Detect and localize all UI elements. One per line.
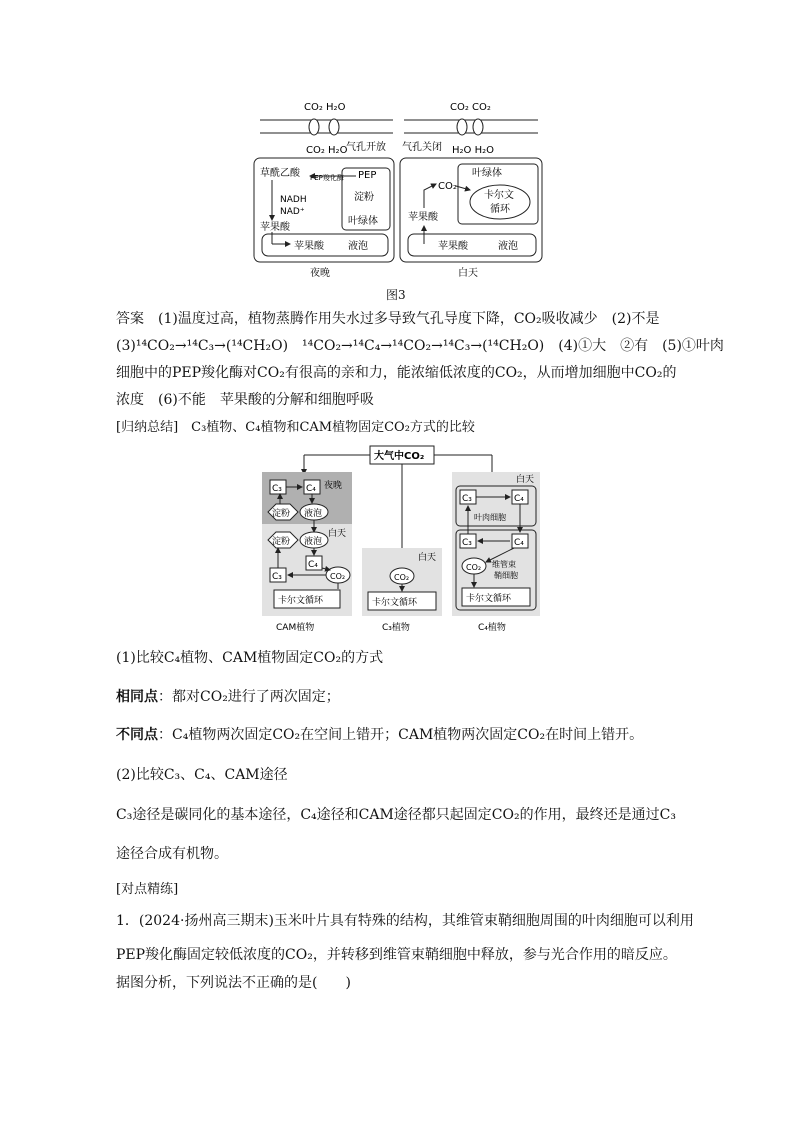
diff-point-text: ：C₄植物两次固定CO₂在空间上错开；CAM植物两次固定CO₂在时间上错开。 [158,727,644,743]
c3-plant-diagram [362,548,442,633]
calvin-label: 卡尔文 [484,190,514,201]
c4-caption: C₄植物 [478,623,506,633]
c4-c3-bundle-box: C₃ [462,538,472,548]
same-point [116,686,340,706]
day-panel [400,102,542,279]
c4-day: 白天 [516,475,535,485]
stomata-open-label: 气孔开放 [346,142,386,153]
c4-plant-diagram [452,472,540,633]
cam-starch-night: 淀粉 [272,509,291,519]
oxaloacetate-label: 草酰乙酸 [260,168,300,179]
compare-1-title: (1)比较C₄植物、CAM植物固定CO₂的方式 [116,650,384,666]
bundle-sheath-2: 鞘细胞 [494,571,518,580]
answer-line-3: 细胞中的PEP羧化酶对CO₂有很高的亲和力，能浓缩低浓度的CO₂，从而增加细胞中CO₂的 [116,365,677,381]
nad-label: NAD⁺ [280,207,305,217]
guard-cell-icon [309,119,319,135]
compare-2-line-1: C₃途径是碳同化的基本途径，C₄途径和CAM途径都只起固定CO₂的作用，最终还是通过C₃ [116,807,676,823]
night-top-label: CO₂ H₂O [304,102,346,113]
cam-caption: CAM植物 [276,623,315,633]
answer-line-1: 答案 (1)温度过高，植物蒸腾作用失水过多导致气孔导度下降，CO₂吸收减少 (2)不是 [116,311,660,327]
day-caption: 白天 [458,268,478,279]
diff-point-label: 不同点 [116,727,158,743]
diff-point [116,724,643,744]
malate-vacuole-label: 苹果酸 [294,241,324,252]
day-vacuole-label: 液泡 [498,241,518,252]
day-chloroplast-label: 叶绿体 [472,168,502,179]
compare-2-title: (2)比较C₃、C₄、CAM途径 [116,767,288,783]
day-bottom-label: H₂O H₂O [452,145,494,156]
vacuole-label: 液泡 [348,241,368,252]
practice-heading: [对点精练] [116,882,179,897]
pep-enzyme-label: PEP羧化酶 [310,174,344,182]
day-co2-label: CO₂ [438,181,457,192]
nadh-label: NADH [280,195,307,205]
figure-3-title: 图3 [386,288,406,302]
night-bottom-label: CO₂ H₂O [306,145,348,156]
c4-co2: CO₂ [466,563,482,572]
mesophyll-cell: 叶肉细胞 [474,513,506,522]
bundle-sheath-1: 维管束 [492,560,516,569]
answer-line-2: (3)¹⁴CO₂→¹⁴C₃→(¹⁴CH₂O) ¹⁴CO₂→¹⁴C₄→¹⁴CO₂→¹⁴C₃→(¹⁴CH₂O) (4)①大 ②有 (5)①叶肉 [116,338,724,354]
malate-label: 苹果酸 [260,222,290,233]
figure-3-diagram [248,92,548,282]
cam-night: 夜晚 [324,481,343,491]
cam-c4-day-box: C₄ [308,560,318,570]
c4-calvin: 卡尔文循环 [466,594,512,604]
guard-cell-icon [473,119,483,135]
c3-calvin: 卡尔文循环 [372,598,418,608]
question-1-line-1: 1．(2024·扬州高三期末)玉米叶片具有特殊的结构，其维管束鞘细胞周围的叶肉细胞可以利用 [116,913,694,929]
guard-cell-icon [329,119,339,135]
cam-day: 白天 [328,529,347,539]
c3-co2: CO₂ [394,573,410,582]
day-malate-vacuole-label: 苹果酸 [438,241,468,252]
atmosphere-co2: 大气中CO₂ [374,451,425,462]
c4-c4-bundle-box: C₄ [514,538,524,548]
guard-cell-icon [457,119,467,135]
night-panel [254,102,394,279]
pep-label: PEP [358,170,377,181]
compare-2-line-2: 途径合成有机物。 [116,846,228,862]
cam-calvin: 卡尔文循环 [278,596,324,606]
cam-c4-box: C₄ [306,484,316,494]
stomata-closed-label: 气孔关闭 [402,142,442,153]
c4-c3-box: C₃ [462,494,472,504]
c3-day: 白天 [418,553,437,563]
chloroplast-label: 叶绿体 [348,216,378,227]
same-point-label: 相同点 [116,689,158,705]
cam-c3-box: C₃ [272,484,282,494]
cam-starch-day: 淀粉 [272,537,291,547]
day-top-label: CO₂ CO₂ [450,102,491,113]
cam-co2: CO₂ [330,572,346,581]
cam-vacuole-day: 液泡 [304,537,323,547]
question-1-line-2: PEP羧化酶固定较低浓度的CO₂，并转移到维管束鞘细胞中释放，参与光合作用的暗反应。 [116,947,677,963]
same-point-text: ：都对CO₂进行了两次固定； [158,689,340,705]
summary-heading: [归纳总结] C₃植物、C₄植物和CAM植物固定CO₂方式的比较 [116,420,475,435]
c3-caption: C₃植物 [382,623,410,633]
night-caption: 夜晚 [310,268,330,279]
c4-c4-box: C₄ [514,494,524,504]
calvin-cycle-label: 循环 [490,204,510,215]
cam-vacuole-night: 液泡 [304,509,323,519]
cam-c3-day-box: C₃ [272,572,282,582]
day-malate-label: 苹果酸 [408,212,438,223]
cam-plant-diagram [262,472,352,633]
comparison-diagram [260,442,544,636]
answer-line-4: 浓度 (6)不能 苹果酸的分解和细胞呼吸 [116,392,374,408]
starch-label: 淀粉 [354,192,374,203]
question-1-line-3: 据图分析，下列说法不正确的是( ) [116,975,351,991]
